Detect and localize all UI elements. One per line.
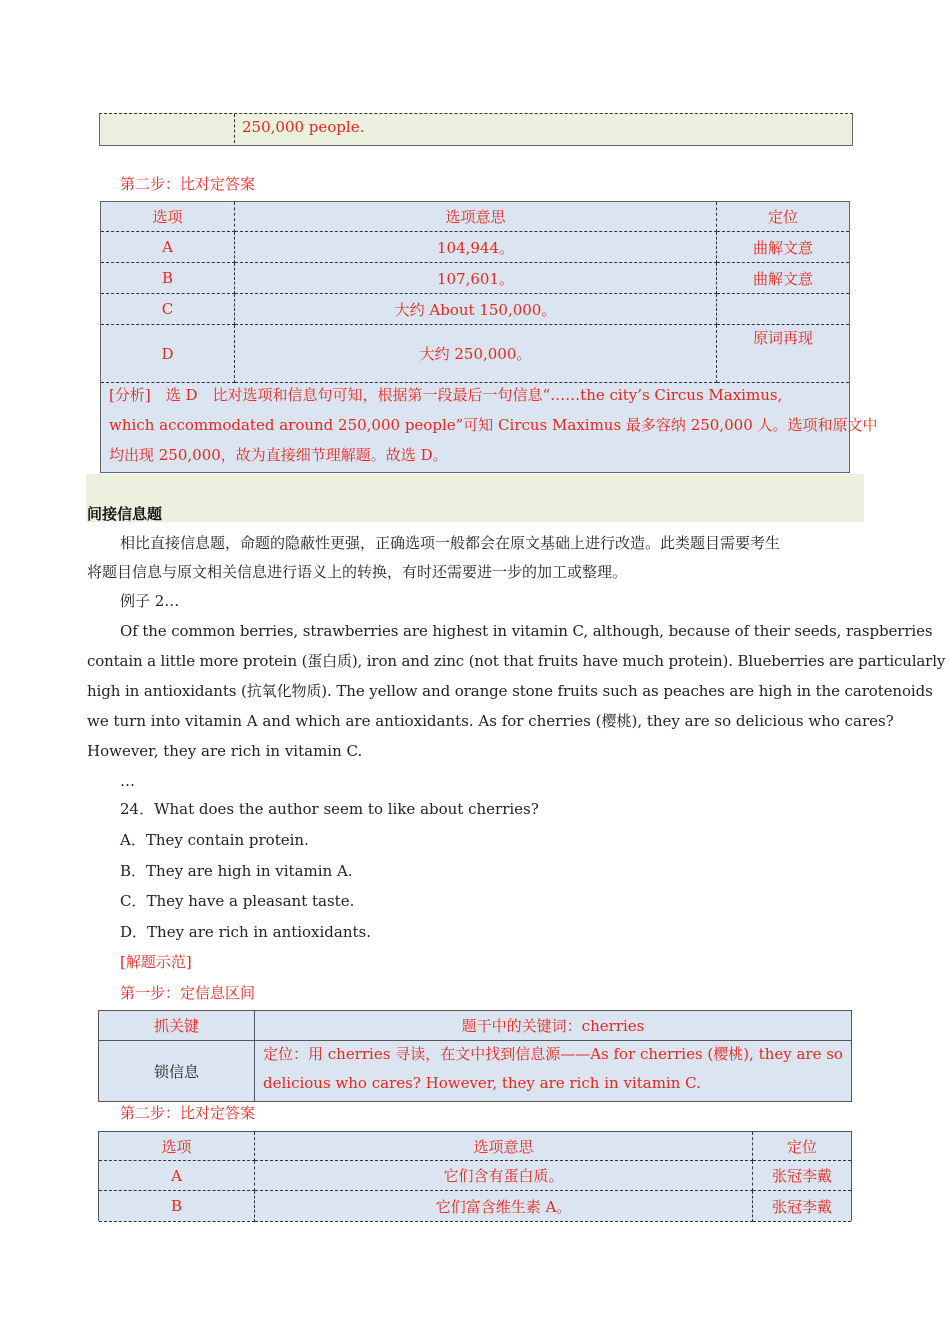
info-row-value: delicious who cares? However, they are rich in vitamin C. [263, 1074, 701, 1092]
intro-line: 相比直接信息题，命题的隐蔽性更强，正确选项一般都会在原文基础上进行改造。此类题目需要考生 [120, 534, 781, 552]
passage-line: we turn into vitamin A and which are antioxidants. As for cherries (樱桃), they are so delicious who cares? [87, 712, 894, 730]
table-row-option: C [101, 294, 235, 325]
table-row-meaning: 107,601。 [235, 263, 717, 294]
section-title: 间接信息题 [87, 505, 163, 523]
passage-line: high in antioxidants (抗氧化物质). The yellow and orange stone fruits such as peaches are high in the carotenoids [87, 682, 933, 700]
analysis-line: 均出现 250,000，故为直接细节理解题。故选 D。 [109, 446, 448, 464]
example-label: 例子 2… [120, 592, 180, 610]
ellipsis: … [120, 772, 135, 790]
passage-line: contain a little more protein (蛋白质), iron and zinc (not that fruits have much protein). Blueberries are particularly [87, 652, 946, 670]
table-row-locate: 张冠李戴 [753, 1161, 851, 1191]
table-row-meaning: 它们富含维生素 A。 [255, 1191, 753, 1222]
section-heading-band [86, 474, 864, 522]
top-table [99, 113, 853, 146]
table-row-locate: 原词再现 [717, 325, 849, 383]
col-header-option: 选项 [101, 202, 235, 232]
table-row-option: B [99, 1191, 255, 1222]
table-row-option: A [101, 232, 235, 263]
info-row-value: 题干中的关键词：cherries [255, 1011, 851, 1041]
table-row-meaning: 104,944。 [235, 232, 717, 263]
col-header-meaning: 选项意思 [255, 1132, 753, 1161]
step1-label: 第一步：定信息区间 [120, 984, 256, 1002]
table-row-meaning: 它们含有蛋白质。 [255, 1161, 753, 1191]
info-row-value: 定位：用 cherries 寻读，在文中找到信息源——As for cherries (樱桃), they are so [263, 1045, 843, 1063]
option-item: D．They are rich in antioxidants. [120, 923, 372, 941]
top-table-cell: 250,000 people. [242, 118, 365, 136]
col-header-locate: 定位 [717, 202, 849, 232]
passage-line: Of the common berries, strawberries are highest in vitamin C, although, because of their seeds, raspberries [120, 622, 933, 640]
analysis-line: which accommodated around 250,000 people”可知 Circus Maximus 最多容纳 250,000 人。选项和原文中 [109, 416, 878, 434]
step2-label: 第二步：比对定答案 [120, 1104, 256, 1122]
demo-label: [解题示范] [120, 953, 192, 971]
table-row-meaning: 大约 250,000。 [235, 325, 717, 383]
compare-table-2 [98, 1131, 852, 1221]
info-table [98, 1010, 852, 1102]
table-row-locate [717, 294, 849, 325]
col-header-meaning: 选项意思 [235, 202, 717, 232]
compare-table-1 [100, 201, 878, 473]
info-row-label: 抓关键 [99, 1011, 255, 1041]
table-row-meaning: 大约 About 150,000。 [235, 294, 717, 325]
passage-line: However, they are rich in vitamin C. [87, 742, 363, 760]
col-header-locate: 定位 [753, 1132, 851, 1161]
col-header-option: 选项 [99, 1132, 255, 1161]
intro-line: 将题目信息与原文相关信息进行语义上的转换，有时还需要进一步的加工或整理。 [87, 563, 628, 581]
option-item: B．They are high in vitamin A. [120, 862, 353, 880]
top-table-divider [234, 114, 235, 143]
table-row-option: B [101, 263, 235, 294]
step2-label: 第二步：比对定答案 [120, 175, 256, 193]
analysis-line: [分析] 选 D 比对选项和信息句可知，根据第一段最后一句信息“……the city’s Circus Maximus, [109, 386, 783, 404]
table-row-option: A [99, 1161, 255, 1191]
table-row-locate: 张冠李戴 [753, 1191, 851, 1222]
table-row-option: D [101, 325, 235, 383]
info-row-label: 锁信息 [99, 1041, 255, 1101]
option-item: A．They contain protein. [120, 831, 309, 849]
question-text: 24．What does the author seem to like about cherries? [120, 800, 539, 818]
table-row-locate: 曲解文意 [717, 232, 849, 263]
table-row-locate: 曲解文意 [717, 263, 849, 294]
option-item: C．They have a pleasant taste. [120, 892, 355, 910]
